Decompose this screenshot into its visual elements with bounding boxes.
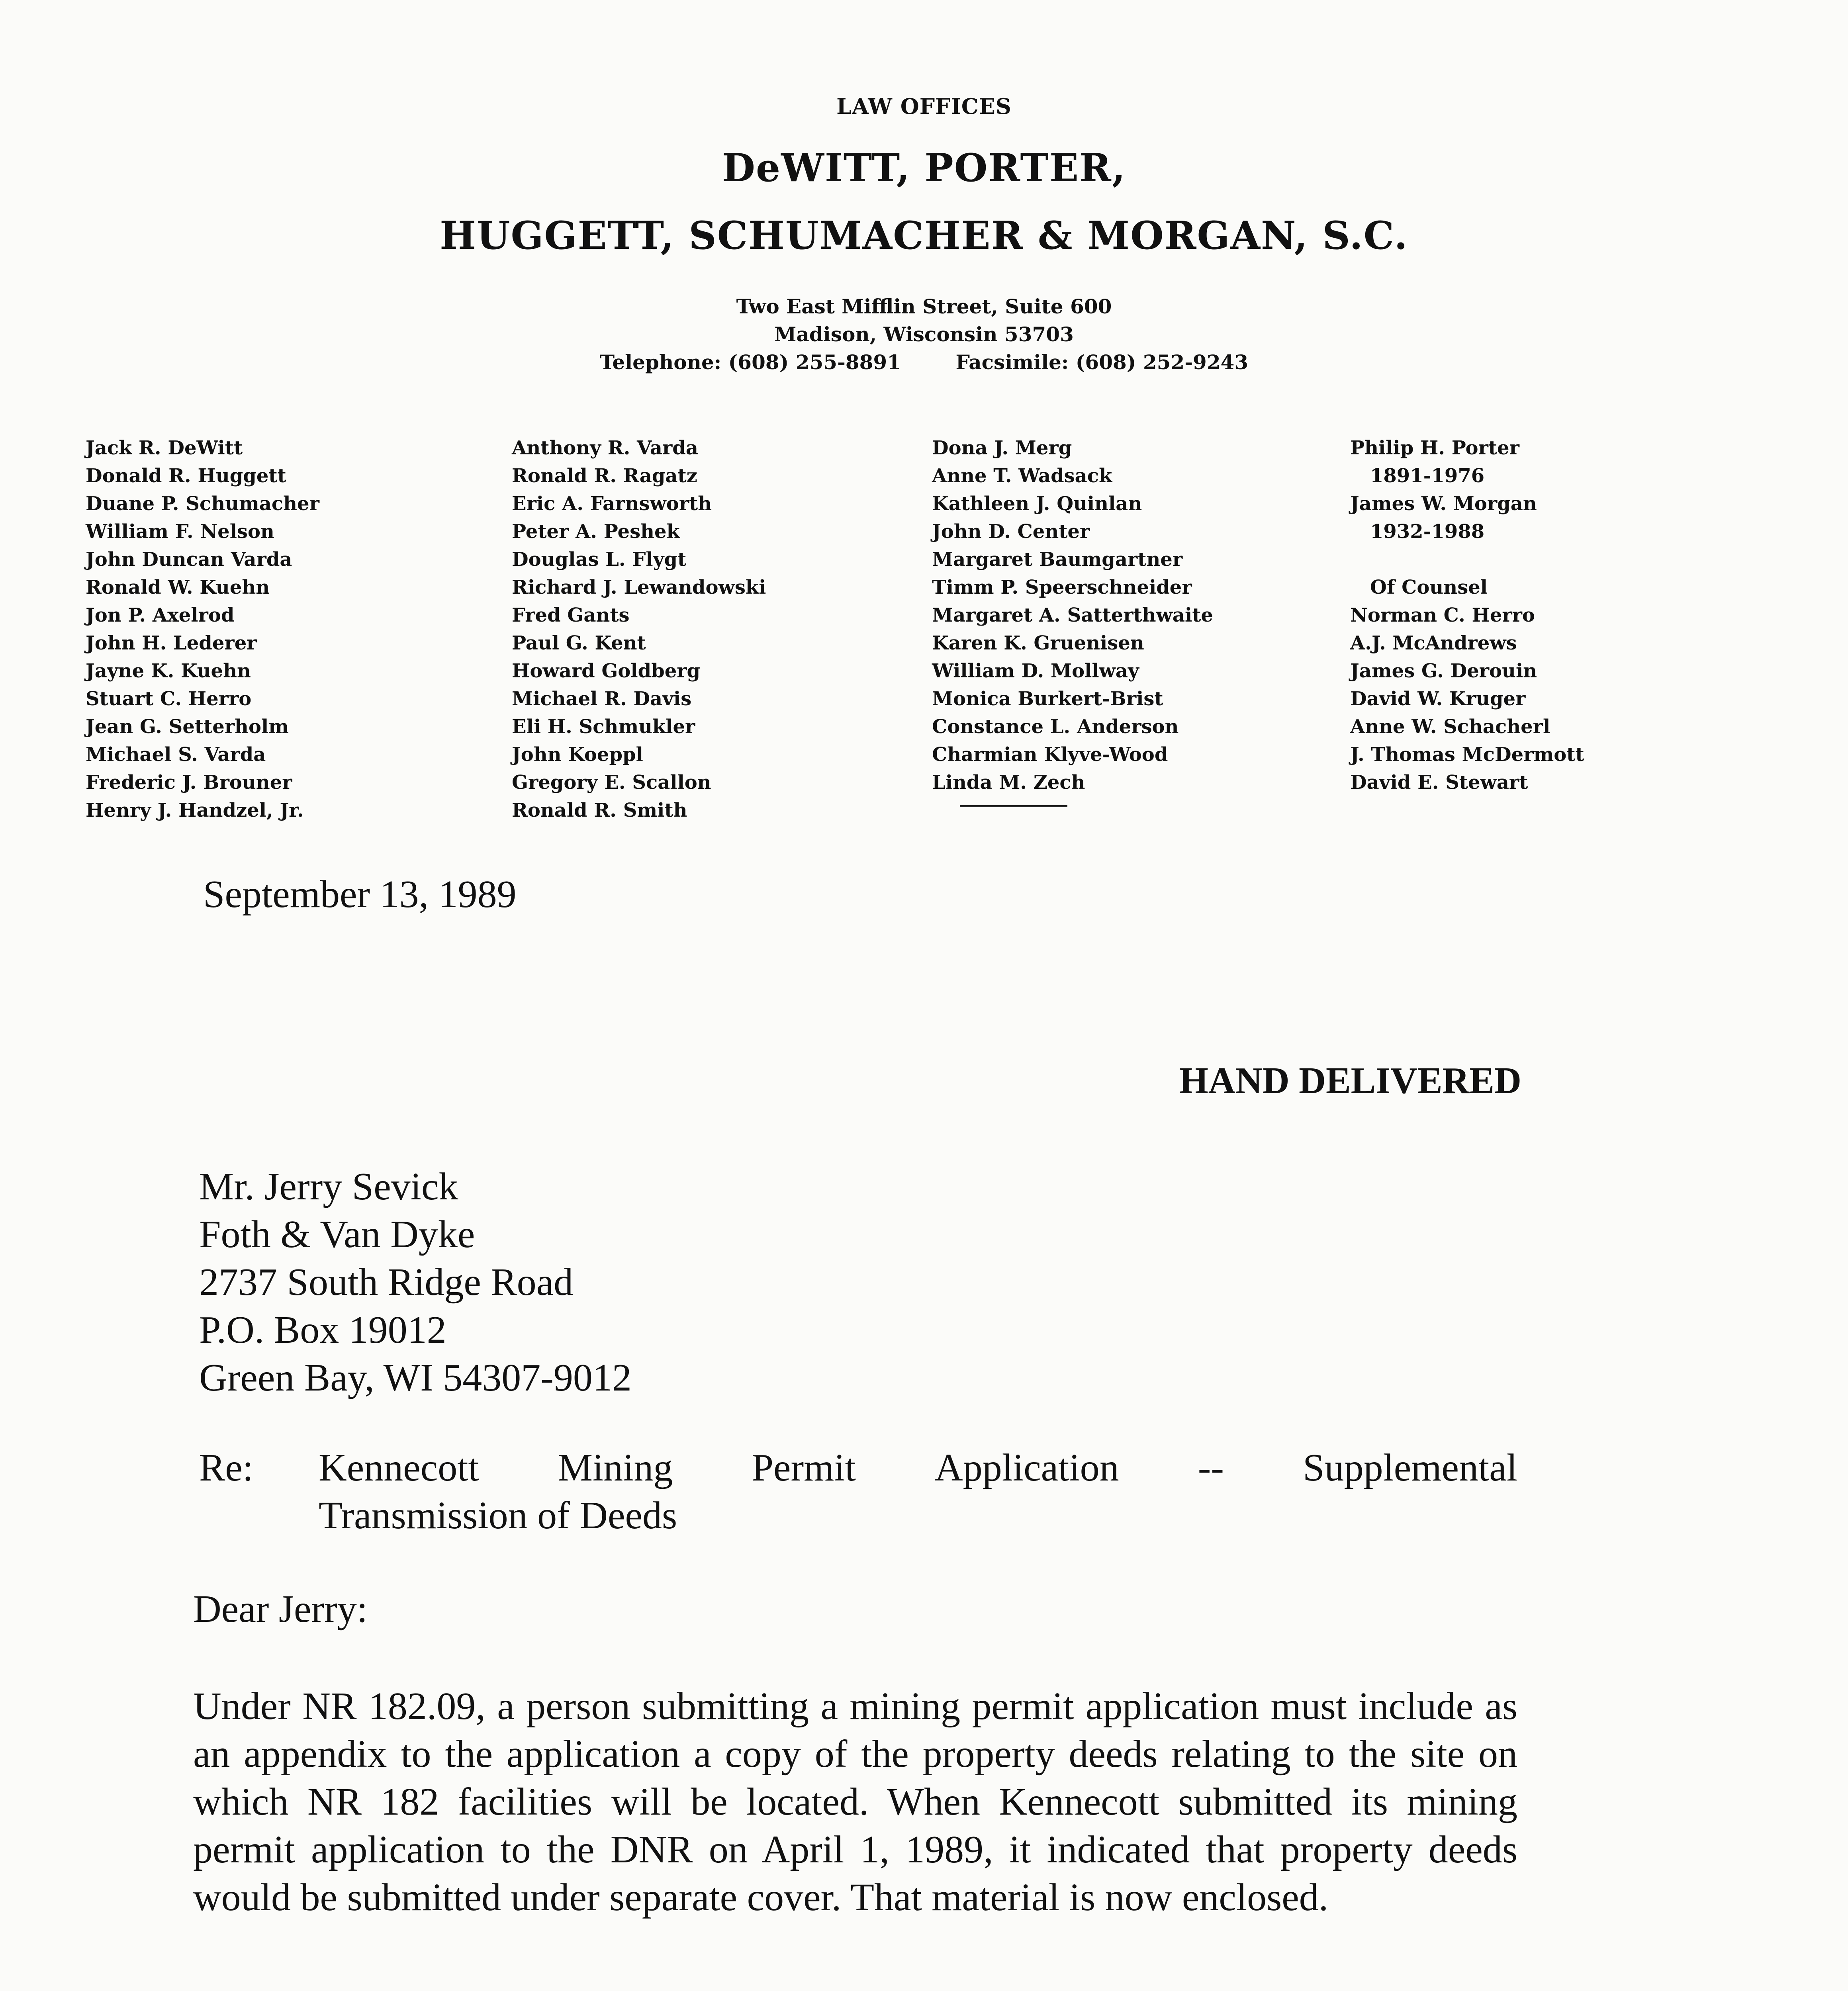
attorney-name: Eli H. Schmukler — [512, 716, 695, 738]
founder-years: 1932-1988 — [1370, 520, 1485, 543]
letter-date: September 13, 1989 — [203, 873, 517, 916]
attorney-name: Michael R. Davis — [512, 688, 692, 710]
roster-column-4 — [1350, 434, 1584, 796]
attorney-name: Kathleen J. Quinlan — [932, 493, 1142, 515]
firm-address — [0, 293, 1848, 376]
attorney-name: John Koeppl — [512, 743, 643, 766]
telephone: Telephone: (608) 255-8891 — [599, 350, 901, 374]
attorney-name: Jack R. DeWitt — [86, 437, 243, 459]
attorney-name: Gregory E. Scallon — [512, 771, 711, 794]
founder-years: 1891-1976 — [1370, 465, 1485, 487]
subject-label: Re: — [199, 1446, 254, 1489]
subject-word: Supplemental — [1303, 1446, 1517, 1489]
attorney-name: Margaret Baumgartner — [932, 548, 1183, 571]
attorney-name: Ronald R. Ragatz — [512, 465, 697, 487]
attorney-name: Jon P. Axelrod — [86, 604, 235, 626]
attorney-name: William D. Mollway — [932, 660, 1139, 682]
attorney-name: Anthony R. Varda — [512, 437, 698, 459]
attorney-name: Jayne K. Kuehn — [86, 660, 251, 682]
attorney-name: Donald R. Huggett — [86, 465, 286, 487]
subject-word: Kennecott — [319, 1446, 479, 1489]
attorney-name: Dona J. Merg — [932, 437, 1072, 459]
firm-name-line-2: HUGGETT, SCHUMACHER & MORGAN, S.C. — [440, 213, 1408, 258]
roster-divider — [960, 805, 1067, 807]
subject-word: Mining — [558, 1446, 673, 1489]
subject-word: Application — [934, 1446, 1119, 1489]
roster-column-1 — [86, 434, 319, 824]
subject-word: Permit — [752, 1446, 856, 1489]
salutation: Dear Jerry: — [193, 1588, 368, 1631]
attorney-name: Eric A. Farnsworth — [512, 493, 712, 515]
attorney-name: Peter A. Peshek — [512, 520, 680, 543]
recipient-po-box: P.O. Box 19012 — [199, 1308, 446, 1351]
body-paragraph-1: Under NR 182.09, a person submitting a mining permit application must include as an appendix to the application a copy of the property deeds relating to the site on which NR 182 facilities will be located. When Kennecott submitted its mining permit application to the DNR on April 1, 1989, it indicated that property deeds would be submitted under separate cover. That material is now enclosed. — [193, 1685, 1517, 1919]
firm-name-line-1: DeWITT, PORTER, — [722, 145, 1126, 190]
of-counsel-name: J. Thomas McDermott — [1350, 743, 1584, 766]
of-counsel-name: David W. Kruger — [1350, 688, 1526, 710]
attorney-name: Charmian Klyve-Wood — [932, 743, 1168, 766]
of-counsel-label: Of Counsel — [1370, 576, 1488, 598]
subject-word: -- — [1198, 1446, 1224, 1489]
attorney-name: Monica Burkert-Brist — [932, 688, 1163, 710]
recipient-city: Green Bay, WI 54307-9012 — [199, 1356, 632, 1399]
attorney-name: Timm P. Speerschneider — [932, 576, 1192, 598]
delivery-method: HAND DELIVERED — [1179, 1060, 1521, 1101]
attorney-name: Henry J. Handzel, Jr. — [86, 799, 304, 821]
subject-line-1 — [319, 1445, 1517, 1490]
attorney-name: Douglas L. Flygt — [512, 548, 687, 571]
recipient-street: 2737 South Ridge Road — [199, 1261, 574, 1304]
roster-spacer — [1350, 546, 1584, 573]
attorney-name: Frederic J. Brouner — [86, 771, 292, 794]
roster-column-2 — [512, 434, 766, 824]
of-counsel-name: Anne W. Schacherl — [1350, 716, 1550, 738]
street-address: Two East Mifflin Street, Suite 600 — [736, 295, 1112, 318]
city-address: Madison, Wisconsin 53703 — [774, 323, 1074, 346]
of-counsel-name: A.J. McAndrews — [1350, 632, 1517, 654]
attorney-name: Ronald W. Kuehn — [86, 576, 270, 598]
attorney-name: Margaret A. Satterthwaite — [932, 604, 1213, 626]
attorney-name: Paul G. Kent — [512, 632, 646, 654]
attorney-name: Richard J. Lewandowski — [512, 576, 766, 598]
attorney-name: John Duncan Varda — [86, 548, 292, 571]
attorney-name: Howard Goldberg — [512, 660, 701, 682]
founder-name: James W. Morgan — [1350, 493, 1537, 515]
of-counsel-name: Norman C. Herro — [1350, 604, 1535, 626]
of-counsel-name: James G. Derouin — [1350, 660, 1537, 682]
attorney-name: Michael S. Varda — [86, 743, 266, 766]
attorney-name: Linda M. Zech — [932, 771, 1085, 794]
attorney-name: Karen K. Gruenisen — [932, 632, 1144, 654]
recipient-company: Foth & Van Dyke — [199, 1213, 475, 1256]
attorney-name: Jean G. Setterholm — [86, 716, 289, 738]
letterhead-label: LAW OFFICES — [836, 94, 1012, 119]
recipient-name: Mr. Jerry Sevick — [199, 1165, 458, 1208]
contact-numbers — [0, 348, 1848, 376]
subject-line-2: Transmission of Deeds — [319, 1494, 677, 1537]
of-counsel-name: David E. Stewart — [1350, 771, 1528, 794]
attorney-name: John D. Center — [932, 520, 1090, 543]
attorney-name: Ronald R. Smith — [512, 799, 687, 821]
attorney-name: Constance L. Anderson — [932, 716, 1179, 738]
roster-column-3 — [932, 434, 1213, 807]
attorney-name: Fred Gants — [512, 604, 630, 626]
recipient-address — [199, 1163, 632, 1402]
attorney-name: Stuart C. Herro — [86, 688, 252, 710]
attorney-name: John H. Lederer — [86, 632, 257, 654]
attorney-name: Duane P. Schumacher — [86, 493, 319, 515]
attorney-name: William F. Nelson — [86, 520, 274, 543]
attorney-name: Anne T. Wadsack — [932, 465, 1112, 487]
founder-name: Philip H. Porter — [1350, 437, 1519, 459]
facsimile: Facsimile: (608) 252-9243 — [955, 350, 1249, 374]
